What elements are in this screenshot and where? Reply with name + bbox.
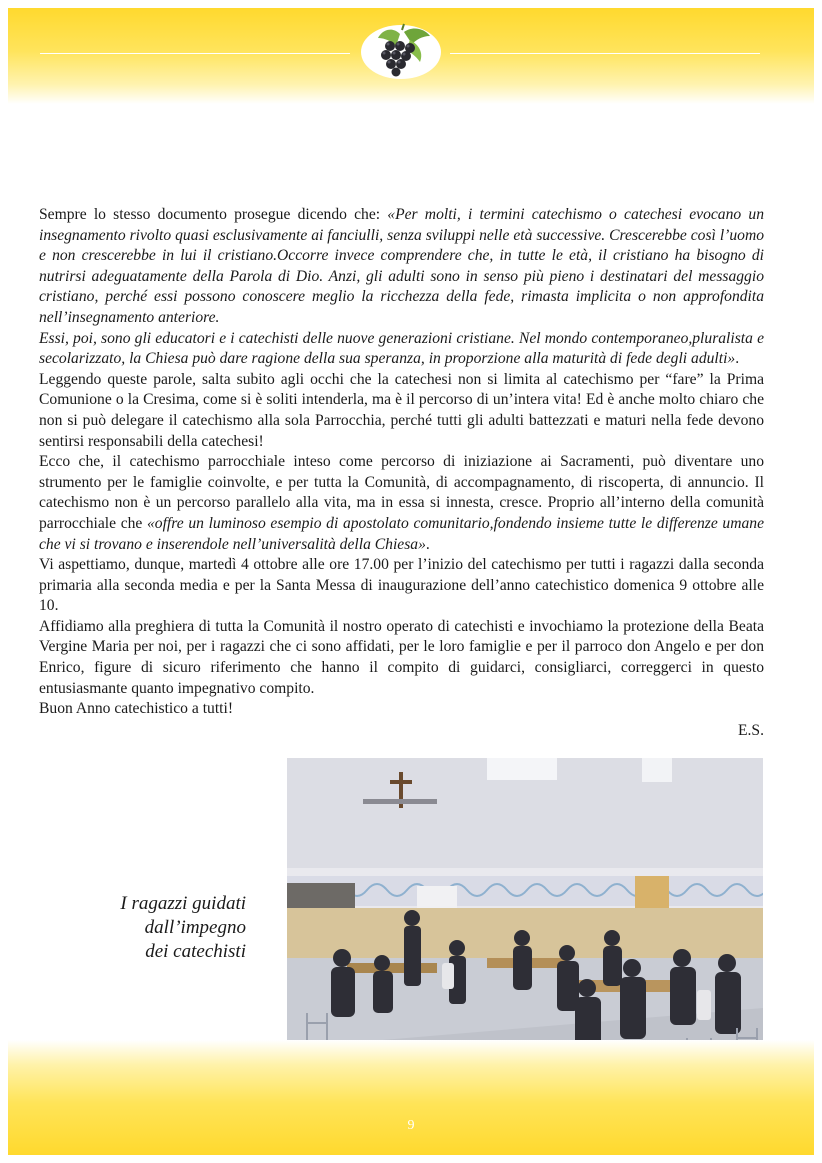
text-run: Leggendo queste parole, salta subito agli occhi che la catechesi non si limita al catechismo per “fare” la Prima Comunione o la Cresima, come si è soliti intenderla, ma è il percorso di un’intera vita! Ed è anche molto chiaro che non si può delegare il catechismo alla sola Parrocchia, perché tutti gli adulti battezzati e maturi nella fede devono sentirsi responsabili della catechesi! [39, 370, 764, 450]
article-body [39, 205, 764, 720]
caption-line: I ragazzi guidati [120, 893, 246, 914]
paragraph-2 [39, 329, 764, 370]
caption-line: dei catechisti [145, 941, 246, 962]
page-number: 9 [407, 1118, 415, 1133]
text-run: . [735, 350, 740, 368]
photo-caption [90, 892, 246, 964]
paragraph-5 [39, 555, 764, 617]
quote-run: Essi, poi, sono gli educatori e i catechisti delle nuove generazioni cristiane. Nel mondo contemporaneo,pluralista e secolarizzato, la Chiesa può dare ragione della sua speranza, in proporzione alla maturità di fede degli adulti» [39, 329, 764, 368]
footer-band [8, 1040, 814, 1155]
paragraph-1 [39, 205, 764, 329]
quote-run: «Per molti, i termini catechismo o catechesi evocano un insegnamento rivolto quasi esclusivamente ai fanciulli, senza sviluppi nelle età successive. Crescerebbe così l’uomo e non crescerebbe in lui il cristiano.Occorre invece comprendere che, in tutte le età, il cristiano ha bisogno di nutrirsi adeguatamente della Parola di Dio. Anzi, gli adulti sono in senso più pieno i destinatari del messaggio cristiano, perché essi possono conoscere meglio la ricchezza della fede, rimasta implicita o non approfondita nell’insegnamento anteriore. [39, 206, 764, 326]
grapes-icon [360, 22, 442, 80]
text-run: Affidiamo alla preghiera di tutta la Comunità il nostro operato di catechisti e invochiamo la protezione della Beata Vergine Maria per noi, per i ragazzi che ci sono affidati, per le loro famiglie e per il parroco don Angelo e per don Enrico, figure di sicuro riferimento che hanno il compito di guidarci, consigliarci, correggerci in questo entusiasmante quanto impegnativo compito. [39, 617, 764, 697]
paragraph-4 [39, 452, 764, 555]
paragraph-6 [39, 617, 764, 699]
paragraph-3 [39, 370, 764, 452]
header-rule-right [450, 53, 760, 54]
caption-line: dall’impegno [144, 917, 246, 938]
paragraph-7 [39, 699, 764, 720]
text-run: Vi aspettiamo, dunque, martedì 4 ottobre alle ore 17.00 per l’inizio del catechismo per tutti i ragazzi dalla seconda primaria alla seconda media e per la Santa Messa di inaugurazione dell’anno catechistico domenica 9 ottobre alle 10. [39, 556, 764, 615]
header-rule-left [40, 53, 350, 54]
text-run: Buon Anno catechistico a tutti! [39, 700, 234, 718]
quote-run: «offre un luminoso esempio di apostolato comunitario,fondendo insieme tutte le differenze umane che vi si trovano e inserendole nell’universalità della Chiesa» [39, 514, 764, 553]
text-run: Sempre lo stesso documento prosegue dicendo che: [39, 206, 388, 223]
signature: E.S. [738, 722, 764, 739]
text-run: Ecco che, il catechismo parrocchiale inteso come percorso di iniziazione ai Sacramenti, può diventare uno strumento per le famiglie coinvolte, e per tutta la Comunità, di accompagnamento, di riscoperta, di annuncio. Il catechismo non è un percorso parallelo alla vita, ma in essa si innesta, cresce. Proprio all’interno della comunità parrocchiale che [39, 453, 764, 532]
text-run: . [425, 535, 430, 553]
